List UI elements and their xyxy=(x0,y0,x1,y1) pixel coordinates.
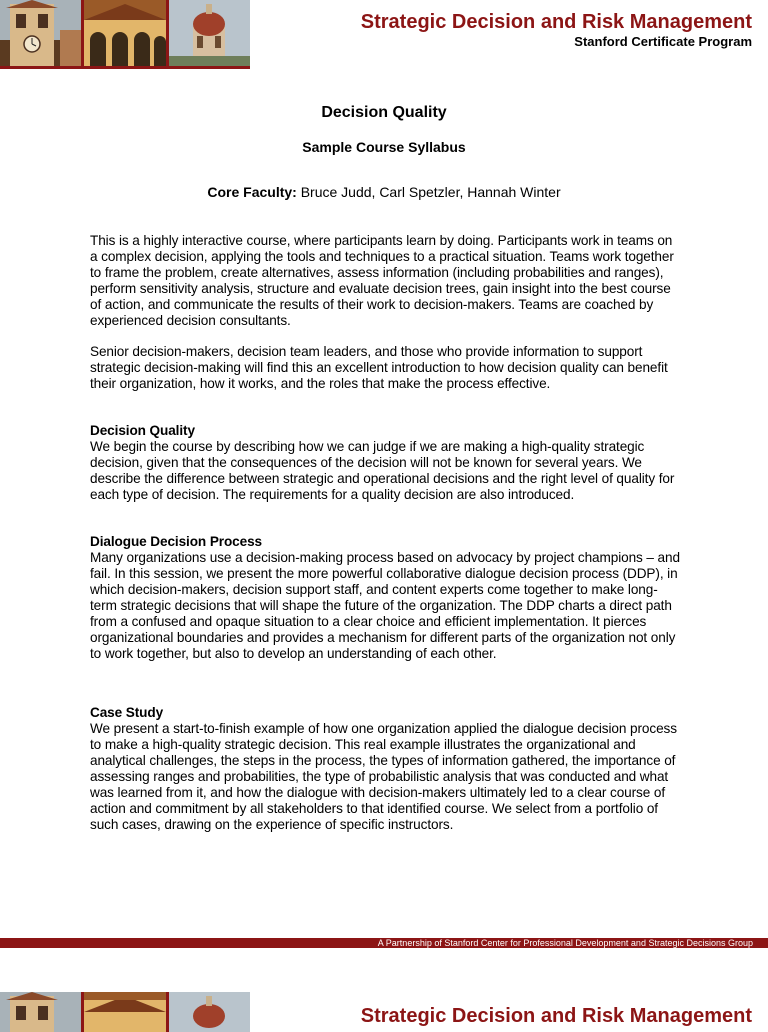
program-title: Strategic Decision and Risk Management xyxy=(360,11,752,33)
section-heading: Dialogue Decision Process xyxy=(90,534,263,549)
section-dialogue-decision-process xyxy=(90,534,682,662)
arcade-building-photo xyxy=(84,992,166,1032)
program-subtitle: Stanford Certificate Program xyxy=(574,34,752,49)
intro-paragraph-1 xyxy=(90,233,682,329)
section-decision-quality xyxy=(90,423,682,503)
footer-text: A Partnership of Stanford Center for Professional Development and Strategic Decisions Group xyxy=(377,938,753,948)
section-heading: Case Study xyxy=(90,705,164,720)
section-heading: Decision Quality xyxy=(90,423,195,438)
clock-tower-photo xyxy=(0,0,81,66)
brand-block xyxy=(361,1004,752,1028)
clock-tower-photo xyxy=(0,992,81,1032)
section-body: We present a start-to-finish example of how one organization applied the dialogue decision process to make a high-quality strategic decision. This real example illustrates the organizational and analytical challenges, the steps in the process, the types of information gathered, the importance of assessing ranges and probabilities, the type of probabilistic analysis that was conducted and what was learned from it, and how the dialogue with decision-makers ultimately led to a clear course of action and commitment by all stakeholders to that identified course. We select from a portfolio of such cases, drawing on the experience of specific instructors. xyxy=(90,721,677,832)
footer-bar xyxy=(0,938,768,948)
intro-text-1: This is a highly interactive course, where participants learn by doing. Participants work in teams on a complex decision, applying the tools and techniques to a practical situation. Teams work together to frame the problem, create alternatives, assess information (including probabilities and ranges), perform sensitivity analysis, structure and evaluate decision trees, gain insight into the best course of action, and communicate the results of their work to decision-makers. Teams are coached by experienced decision consultants. xyxy=(90,233,674,328)
core-faculty-names: Bruce Judd, Carl Spetzler, Hannah Winter xyxy=(296,184,561,200)
next-page-header xyxy=(0,992,768,1032)
core-faculty-line xyxy=(0,184,768,200)
dome-tower-photo xyxy=(169,992,250,1032)
dome-tower-photo xyxy=(169,0,250,66)
core-faculty-label: Core Faculty: xyxy=(207,184,297,200)
arcade-building-photo xyxy=(84,0,166,66)
header-photo-strip xyxy=(0,0,250,69)
program-title: Strategic Decision and Risk Management xyxy=(360,1005,752,1027)
intro-text-2: Senior decision-makers, decision team leaders, and those who provide information to support strategic decision-making will find this an excellent introduction to how decision quality can benefit their organization, how it works, and the roles that make the process effective. xyxy=(90,344,668,391)
intro-paragraph-2 xyxy=(90,344,682,392)
document-subtitle: Sample Course Syllabus xyxy=(302,139,466,155)
section-case-study xyxy=(90,705,682,833)
section-body: Many organizations use a decision-making process based on advocacy by project champions – and fail. In this session, we present the more powerful collaborative dialogue decision process (DDP), in which decision-makers, decision support staff, and content experts come together to make long-term strategic decisions that will shape the future of the organization. The DDP charts a direct path from a confused and opaque situation to a clear choice and efficient implementation. It pierces organizational boundaries and provides a mechanism for different parts of the organization not only to work together, but also to develop an understanding of each other. xyxy=(90,550,680,661)
section-body: We begin the course by describing how we can judge if we are making a high-quality strategic decision, given that the consequences of the decision will not be known for several years. We describe the difference between strategic and operational decisions and the right level of quality for each type of decision. The requirements for a quality decision are also introduced. xyxy=(90,439,675,502)
page-header xyxy=(0,0,768,70)
header-photo-strip xyxy=(0,992,250,1032)
brand-block xyxy=(361,10,752,50)
document-title: Decision Quality xyxy=(321,104,447,121)
